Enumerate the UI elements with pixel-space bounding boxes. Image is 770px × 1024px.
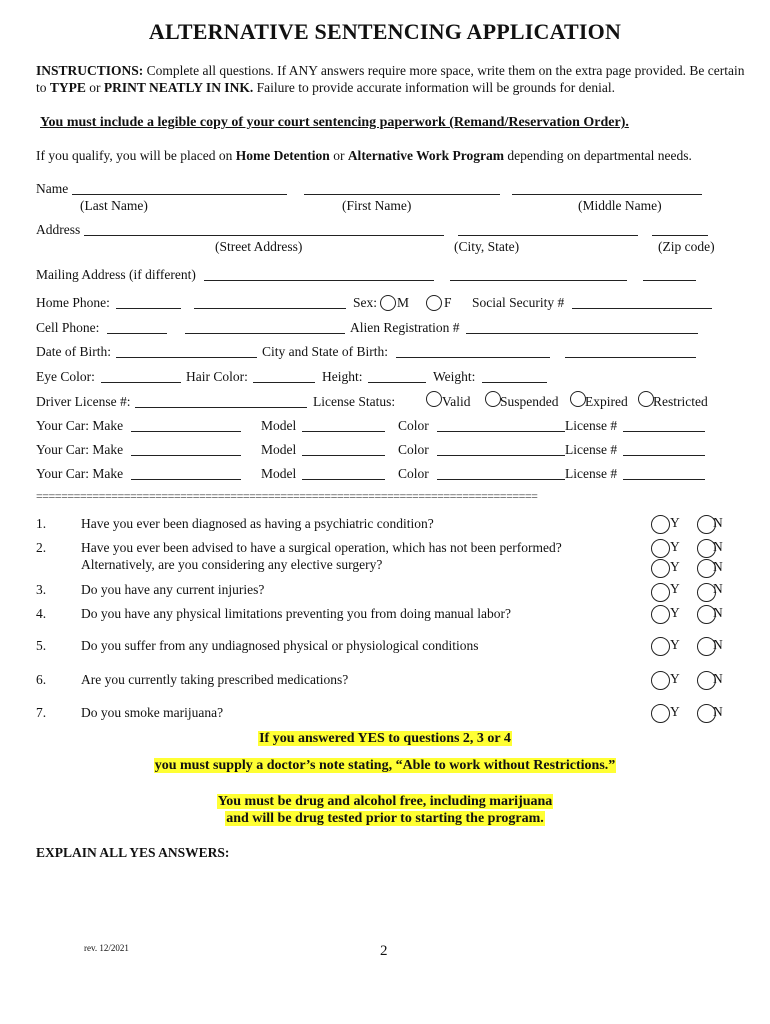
ssn-label: Social Security #	[472, 295, 565, 310]
qualify-pre: If you qualify, you will be placed on	[36, 148, 236, 163]
yes-label: Y	[670, 605, 680, 620]
sex-label: Sex:	[353, 295, 378, 310]
notice-line-1: If you answered YES to questions 2, 3 or 4	[259, 731, 511, 746]
car-make-label: Your Car: Make	[36, 466, 124, 481]
no-label: N	[713, 704, 723, 719]
separator-line: ================================================================================	[36, 489, 538, 503]
question-text-continued: Alternatively, are you considering any elective surgery?	[81, 557, 383, 572]
sex-m-label: M	[397, 295, 410, 310]
question-number: 1.	[36, 516, 47, 531]
car-model-field[interactable]	[302, 455, 385, 456]
car-license-field[interactable]	[623, 431, 705, 432]
instructions-label: INSTRUCTIONS:	[36, 63, 144, 78]
car-make-label: Your Car: Make	[36, 418, 124, 433]
first-name-field[interactable]	[304, 194, 500, 195]
hair-color-label: Hair Color:	[186, 369, 248, 384]
home-phone-field[interactable]	[194, 308, 346, 309]
question-text: Have you ever been diagnosed as having a psychiatric condition?	[81, 516, 434, 531]
question-number: 6.	[36, 672, 47, 687]
yes-label: Y	[670, 539, 680, 554]
page-number: 2	[380, 943, 388, 959]
notice-drug-test	[0, 809, 770, 827]
notice-line-3: You must be drug and alcohol free, including marijuana	[217, 794, 553, 809]
no-label: N	[713, 539, 723, 554]
no-label: N	[713, 581, 723, 596]
instructions	[36, 62, 746, 96]
yes-radio[interactable]	[651, 605, 670, 624]
notice-yes-answers	[0, 729, 770, 747]
car-license-label: License #	[565, 418, 618, 433]
hair-color-field[interactable]	[253, 382, 315, 383]
question-number: 2.	[36, 540, 47, 555]
sex-f-radio[interactable]	[426, 295, 442, 311]
notice-doctor	[0, 756, 770, 774]
yes-label: Y	[670, 637, 680, 652]
status-expired-label: Expired	[585, 394, 628, 409]
status-valid-radio[interactable]	[426, 391, 442, 407]
question-number: 3.	[36, 582, 47, 597]
yes-radio[interactable]	[651, 515, 670, 534]
question-number: 4.	[36, 606, 47, 621]
car-model-label: Model	[261, 442, 297, 457]
qualify-or: or	[329, 148, 348, 163]
birth-city-field[interactable]	[396, 357, 550, 358]
sex-f-label: F	[444, 295, 452, 310]
revision-date: rev. 12/2021	[84, 943, 129, 953]
yes-radio[interactable]	[651, 583, 670, 602]
notice-line-2: you must supply a doctor’s note stating, “Able to work without Restrictions.”	[154, 758, 616, 773]
zip-field[interactable]	[652, 235, 708, 236]
car-model-label: Model	[261, 418, 297, 433]
question-text: Have you ever been advised to have a surgical operation, which has not been performed?	[81, 540, 562, 555]
middle-name-field[interactable]	[512, 194, 702, 195]
first-name-caption: (First Name)	[342, 198, 412, 213]
qualify-work-program: Alternative Work Program	[347, 148, 505, 163]
name-label: Name	[36, 181, 69, 196]
status-suspended-radio[interactable]	[485, 391, 501, 407]
page-title: ALTERNATIVE SENTENCING APPLICATION	[148, 19, 622, 44]
instructions-failure: Failure to provide accurate information will be grounds for denial.	[253, 80, 615, 95]
status-restricted-label: Restricted	[653, 394, 708, 409]
sex-m-radio[interactable]	[380, 295, 396, 311]
instructions-or: or	[85, 80, 104, 95]
no-label: N	[713, 671, 723, 686]
remand-notice: You must include a legible copy of your court sentencing paperwork (Remand/Reservation Order).	[40, 115, 629, 130]
car-model-field[interactable]	[302, 479, 385, 480]
car-color-label: Color	[398, 418, 429, 433]
yes-label: Y	[670, 581, 680, 596]
car-color-field[interactable]	[437, 455, 565, 456]
status-valid-label: Valid	[442, 394, 471, 409]
status-suspended-label: Suspended	[500, 394, 559, 409]
car-license-label: License #	[565, 442, 618, 457]
yes-label: Y	[670, 515, 680, 530]
explain-heading: EXPLAIN ALL YES ANSWERS:	[36, 845, 230, 860]
car-color-field[interactable]	[437, 431, 565, 432]
birth-state-field[interactable]	[565, 357, 696, 358]
mailing-city-field[interactable]	[450, 280, 627, 281]
qualify-post: depending on departmental needs.	[504, 148, 692, 163]
driver-license-label: Driver License #:	[36, 394, 131, 409]
city-state-caption: (City, State)	[454, 239, 520, 254]
mailing-zip-field[interactable]	[643, 280, 696, 281]
no-label: N	[713, 559, 723, 574]
no-label: N	[713, 605, 723, 620]
weight-field[interactable]	[482, 382, 547, 383]
car-license-field[interactable]	[623, 455, 705, 456]
yes-label: Y	[670, 704, 680, 719]
street-address-field[interactable]	[84, 235, 444, 236]
cell-phone-field[interactable]	[185, 333, 345, 334]
instructions-type: TYPE	[49, 80, 86, 95]
car-make-field[interactable]	[131, 479, 241, 480]
instructions-print: PRINT NEATLY IN INK.	[103, 80, 254, 95]
car-color-label: Color	[398, 466, 429, 481]
driver-license-field[interactable]	[135, 407, 307, 408]
status-restricted-radio[interactable]	[638, 391, 654, 407]
question-text: Do you have any physical limitations preventing you from doing manual labor?	[81, 606, 512, 621]
yes-radio[interactable]	[651, 637, 670, 656]
notice-drug-free	[0, 792, 770, 810]
cell-phone-label: Cell Phone:	[36, 320, 100, 335]
yes-label: Y	[670, 671, 680, 686]
city-state-field[interactable]	[458, 235, 638, 236]
last-name-caption: (Last Name)	[80, 198, 148, 213]
question-number: 7.	[36, 705, 47, 720]
car-model-field[interactable]	[302, 431, 385, 432]
car-color-field[interactable]	[437, 479, 565, 480]
mailing-label: Mailing Address (if different)	[36, 267, 196, 282]
car-make-label: Your Car: Make	[36, 442, 124, 457]
home-phone-label: Home Phone:	[36, 295, 110, 310]
car-make-field[interactable]	[131, 431, 241, 432]
eye-color-field[interactable]	[101, 382, 181, 383]
yes-radio[interactable]	[651, 704, 670, 723]
alien-registration-field[interactable]	[466, 333, 698, 334]
question-text: Do you smoke marijuana?	[81, 705, 224, 720]
ssn-field[interactable]	[572, 308, 712, 309]
height-label: Height:	[322, 369, 363, 384]
car-model-label: Model	[261, 466, 297, 481]
qualify-text	[36, 148, 692, 164]
license-status-label: License Status:	[313, 394, 396, 409]
eye-color-label: Eye Color:	[36, 369, 95, 384]
question-number: 5.	[36, 638, 47, 653]
car-color-label: Color	[398, 442, 429, 457]
alien-registration-label: Alien Registration #	[350, 320, 460, 335]
yes-label: Y	[670, 559, 680, 574]
no-label: N	[713, 515, 723, 530]
cell-phone-area-field[interactable]	[107, 333, 167, 334]
yes-radio[interactable]	[651, 539, 670, 558]
explain-answers-area[interactable]	[36, 866, 736, 936]
status-expired-radio[interactable]	[570, 391, 586, 407]
street-caption: (Street Address)	[215, 239, 303, 254]
yes-radio[interactable]	[651, 671, 670, 690]
dob-label: Date of Birth:	[36, 344, 111, 359]
zip-caption: (Zip code)	[658, 239, 715, 254]
notice-line-4: and will be drug tested prior to starting the program.	[226, 811, 544, 826]
middle-name-caption: (Middle Name)	[578, 198, 662, 213]
dob-field[interactable]	[116, 357, 257, 358]
car-make-field[interactable]	[131, 455, 241, 456]
car-license-field[interactable]	[623, 479, 705, 480]
car-license-label: License #	[565, 466, 618, 481]
no-label: N	[713, 637, 723, 652]
question-text: Do you have any current injuries?	[81, 582, 265, 597]
home-phone-area-field[interactable]	[116, 308, 181, 309]
yes-radio[interactable]	[651, 559, 670, 578]
mailing-street-field[interactable]	[204, 280, 434, 281]
last-name-field[interactable]	[72, 194, 287, 195]
address-label: Address	[36, 222, 81, 237]
height-field[interactable]	[368, 382, 426, 383]
weight-label: Weight:	[433, 369, 476, 384]
qualify-home-detention: Home Detention	[235, 148, 330, 163]
birthplace-label: City and State of Birth:	[262, 344, 388, 359]
instructions-text: Complete all questions. If ANY answers require more space, write them on the extra page provided. Be certain to	[36, 63, 745, 95]
question-text: Do you suffer from any undiagnosed physical or physiological conditions	[81, 638, 479, 653]
question-text: Are you currently taking prescribed medications?	[81, 672, 349, 687]
